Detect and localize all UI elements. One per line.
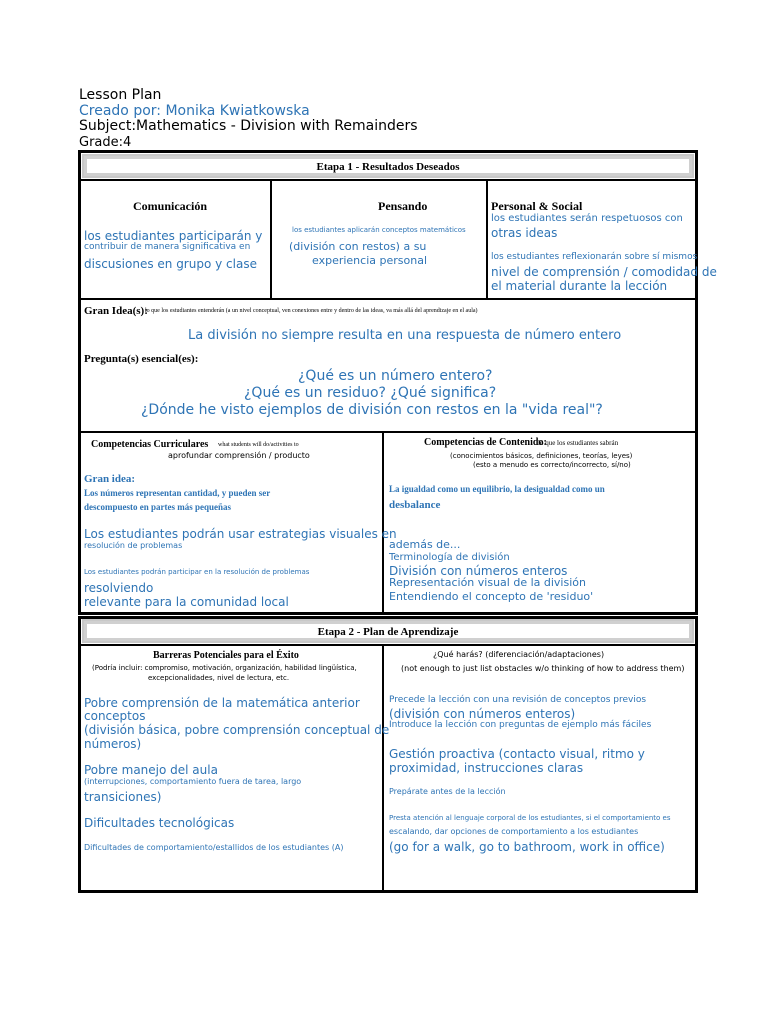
thinking-line: (división con restos) a su — [289, 240, 427, 253]
personal-line: el material durante la lección — [491, 279, 668, 293]
barriers-sub: excepcionalidades, nivel de lectura, etc. — [148, 674, 290, 682]
action-item: (división con números enteros) — [389, 707, 576, 721]
barrier-item: transiciones) — [84, 790, 162, 804]
content-item: Representación visual de la división — [389, 576, 586, 589]
curricular-item: Los estudiantes podrán usar estrategias visuales en — [84, 527, 397, 541]
curricular-item: resolución de problemas — [84, 541, 183, 550]
content-heading-note: lo que los estudiantes sabrán — [538, 439, 619, 447]
barrier-item: Dificultades de comportamiento/estallidos de los estudiantes (A) — [84, 843, 344, 852]
barrier-item: Dificultades tecnológicas — [84, 816, 235, 830]
content-item: División con números enteros — [389, 564, 568, 578]
essential-question: ¿Dónde he visto ejemplos de división con restos en la "vida real"? — [141, 402, 603, 418]
action-item: (go for a walk, go to bathroom, work in office) — [389, 840, 665, 854]
personal-heading: Personal & Social — [491, 199, 583, 213]
thinking-line: experiencia personal — [312, 254, 427, 267]
personal-line: nivel de comprensión / comodidad de — [491, 265, 717, 279]
created-by: Creado por: Monika Kwiatkowska — [79, 103, 310, 119]
actions-sub: (not enough to just list obstacles w/o thinking of how to address them) — [401, 664, 685, 673]
action-item: escalando, dar opciones de comportamiento a los estudiantes — [389, 827, 639, 836]
subject: Subject:Mathematics - Division with Remainders — [79, 118, 418, 134]
barrier-item: (interrupciones, comportamiento fuera de tarea, largo — [84, 777, 302, 786]
curricular-heading: Competencias Curriculares — [91, 439, 209, 450]
barriers-sub: (Podría incluir: compromiso, motivación, organización, habilidad lingüística, — [92, 664, 357, 672]
action-item: Precede la lección con una revisión de conceptos previos — [389, 695, 647, 705]
communication-line: los estudiantes participarán y — [84, 229, 263, 243]
barrier-item: Pobre comprensión de la matemática anterior — [84, 696, 360, 710]
action-item: Gestión proactiva (contacto visual, ritmo y — [389, 747, 645, 761]
curricular-item: Los estudiantes podrán participar en la resolución de problemas — [84, 568, 310, 576]
thinking-heading: Pensando — [378, 199, 428, 213]
action-item: proximidad, instrucciones claras — [389, 761, 584, 775]
thinking-line: los estudiantes aplicarán conceptos matemáticos — [292, 226, 466, 234]
big-idea-desc: lo que los estudiantes entenderán (a un nivel conceptual, ven conexiones entre y dentro de las ideas, va más allá del aprendizaje en el aula) — [145, 308, 478, 314]
essential-question: ¿Qué es un número entero? — [298, 368, 493, 384]
content-sub: (conocimientos básicos, definiciones, teorías, leyes) — [450, 452, 633, 460]
stage1-banner: Etapa 1 - Resultados Deseados — [82, 154, 694, 178]
communication-line: discusiones en grupo y clase — [84, 257, 257, 271]
essential-question: ¿Qué es un residuo? ¿Qué significa? — [244, 385, 497, 401]
stage2-banner: Etapa 2 - Plan de Aprendizaje — [82, 619, 694, 643]
essential-label: Pregunta(s) esencial(es): — [84, 353, 199, 365]
personal-line: los estudiantes reflexionarán sobre sí mismos — [491, 252, 698, 262]
curricular-item: resolviendo — [84, 581, 154, 595]
barriers-heading: Barreras Potenciales para el Éxito — [153, 650, 299, 661]
communication-heading: Comunicación — [133, 199, 208, 213]
big-idea-statement: La división no siempre resulta en una respuesta de número entero — [188, 328, 622, 343]
content-sub: (esto a menudo es correcto/incorrecto, sí/no) — [473, 461, 631, 469]
curricular-sub: aprofundar comprensión / producto — [168, 451, 310, 460]
gran-idea-label: Gran idea: — [84, 473, 136, 485]
action-item: Prepárate antes de la lección — [389, 787, 506, 796]
curricular-item: relevante para la comunidad local — [84, 595, 289, 609]
content-equality: La igualdad como un equilibrio, la desigualdad como un — [389, 484, 605, 494]
barrier-item: (división básica, pobre comprensión conceptual de — [84, 723, 390, 737]
gran-idea-line: Los números representan cantidad, y pueden ser — [84, 488, 271, 498]
content-item: Terminología de división — [389, 552, 510, 563]
gran-idea-line: descompuesto en partes más pequeñas — [84, 502, 232, 512]
action-item: Introduce la lección con preguntas de ejemplo más fáciles — [389, 720, 652, 730]
curricular-heading-note: what students will do/activities to — [218, 442, 299, 448]
personal-line: los estudiantes serán respetuosos con — [491, 213, 683, 224]
personal-line: otras ideas — [491, 226, 558, 240]
barrier-item: conceptos — [84, 709, 146, 723]
action-item: Presta atención al lenguaje corporal de los estudiantes, si el comportamiento es — [389, 814, 671, 822]
lesson-plan-title: Lesson Plan — [79, 87, 162, 103]
content-heading: Competencias de Contenido: — [424, 437, 547, 448]
communication-line: contribuir de manera significativa en — [84, 242, 251, 252]
content-equality: desbalance — [389, 499, 441, 511]
content-also: además de... — [389, 538, 461, 551]
actions-heading: ¿Qué harás? (diferenciación/adaptaciones) — [433, 650, 605, 659]
content-item: Entendiendo el concepto de 'residuo' — [389, 590, 594, 603]
barrier-item: números) — [84, 737, 142, 751]
grade: Grade:4 — [79, 135, 132, 150]
barrier-item: Pobre manejo del aula — [84, 763, 218, 777]
big-idea-label: Gran Idea(s): — [84, 305, 148, 317]
